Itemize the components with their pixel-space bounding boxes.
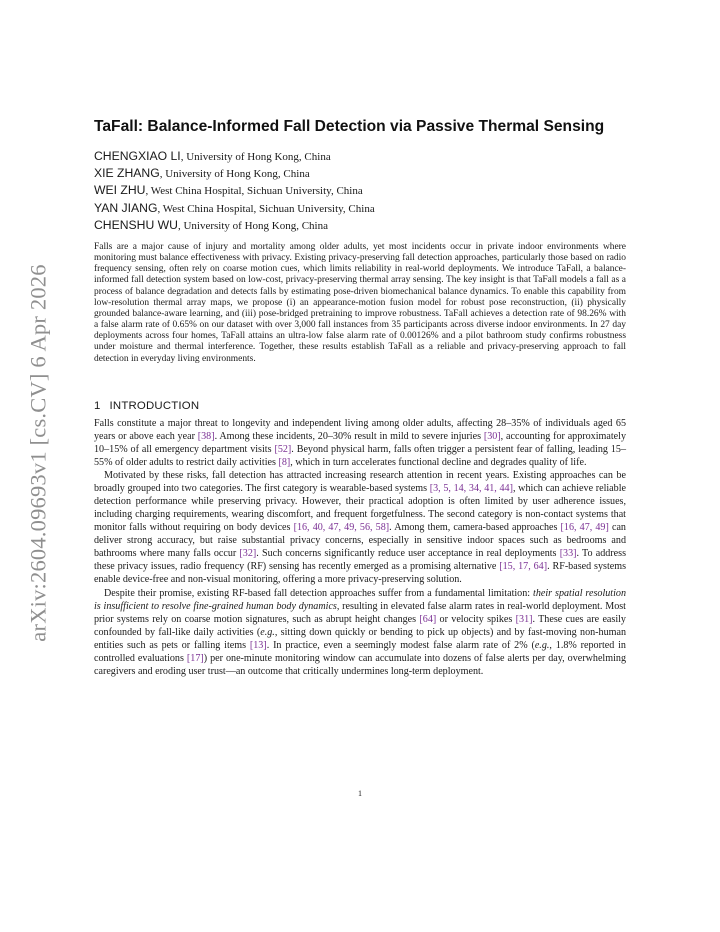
paragraph-text: . Beyond physical harm, falls often trigger a persistent fear of falling, leading 15–55% of older adults to restrict daily activities <box>94 443 626 468</box>
paragraph-text: , sitting down quickly or bending to pick up objects) and by fast-moving non-human entities such as pets or falling items <box>94 626 626 651</box>
emphasized-text: e.g. <box>260 626 275 638</box>
paragraph-text: . In practice, even a seemingly modest false alarm rate of 2% ( <box>266 639 535 651</box>
arxiv-identifier <box>16 263 62 643</box>
section-heading <box>94 400 626 412</box>
emphasized-text: their spatial resolution is insufficient to resolve fine-grained human body dynamics <box>94 587 626 612</box>
citation-link[interactable]: [17] <box>186 652 204 664</box>
page-number: 1 <box>358 789 362 798</box>
paragraph-text: , resulting in elevated false alarm rates in real-world deployment. Most prior systems rely on coarse motion signatures, such as abrupt height changes <box>94 600 626 625</box>
author-name: XIE ZHANG <box>94 166 160 181</box>
paragraph-text: , which in turn accelerates functional decline and degrades quality of life. <box>290 456 587 468</box>
author-affiliation: , West China Hospital, Sichuan University, China <box>145 185 363 198</box>
paragraph-text: . Such concerns significantly reduce user acceptance in real deployments <box>256 548 560 560</box>
citation-link[interactable]: [13] <box>249 639 267 651</box>
paragraph-text: . These cues are easily confounded by fall-like daily activities ( <box>94 613 626 638</box>
author-name: WEI ZHU <box>94 183 146 198</box>
author-affiliation: , University of Hong Kong, China <box>180 151 331 163</box>
author-affiliation: , University of Hong Kong, China <box>159 168 310 181</box>
paragraph-text: , which can achieve reliable detection performance while preserving privacy. However, their practical adoption is often limited by user adherence issues, including charging requirements, wearing discomfort, and frequent forgetfulness. The second category is non-contact systems that monitor falls without requiring on body devices <box>94 483 626 534</box>
paragraph-text: , accounting for approximately 10–15% of all emergency department visits <box>94 430 626 455</box>
author-entry <box>94 217 626 234</box>
arxiv-identifier-text: arXiv:2604.09693v1 [cs.CV] 6 Apr 2026 <box>26 264 51 642</box>
citation-link[interactable]: [3, 5, 14, 34, 41, 44] <box>429 483 513 495</box>
paragraph-text: Motivated by these risks, fall detection has attracted increasing research attention in recent years. Existing approaches can be broadly grouped into two categories. The first category is wearable-based systems <box>94 469 626 495</box>
citation-link[interactable]: [52] <box>274 443 292 455</box>
abstract-text: Falls are a major cause of injury and mortality among older adults, yet most incidents occur in private indoor environments where monitoring must balance effectiveness with privacy. Existing privacy-preserving fall detection approaches, particularly those based on radio frequency sensing, often rely on coarse motion cues, which limits reliability in real-world deployments. We introduce TaFall, a balance-informed fall detection system based on low-cost, privacy-preserving thermal array sensing. The key insight is that TaFall models a fall as a process of balance degradation and detects falls by estimating pose-driven biomechanical balance dynamics. To enable this capability from low-resolution thermal array maps, we propose (i) an appearance-motion fusion model for robust pose reconstruction, (ii) physically grounded balance-aware learning, and (iii) pose-bridged pretraining to improve robustness. TaFall achieves a detection rate of 98.26% with a false alarm rate of 0.65% on our dataset with over 3,000 fall instances from 35 participants across diverse indoor environments. In 27 day deployments across four homes, TaFall attains an ultra-low false alarm rate of 0.00126% and a pilot bathroom study confirms robustness under moisture and thermal interference. Together, these results establish TaFall as a reliable and privacy-preserving approach to fall detection in everyday living environments. <box>94 242 626 364</box>
section-number: 1 <box>94 399 101 412</box>
paragraph-text: . To address these privacy issues, radio frequency (RF) sensing has recently emerged as a promising alternative <box>94 548 627 573</box>
author-name: YAN JIANG <box>94 200 158 215</box>
paragraph-text: Falls constitute a major threat to longevity and independent living among older adults, affecting 28–35% of individuals aged 65 years or above each year <box>94 417 626 442</box>
author-affiliation: , University of Hong Kong, China <box>177 219 328 232</box>
citation-link[interactable]: [16, 40, 47, 49, 56, 58] <box>293 522 390 534</box>
author-entry <box>94 165 626 182</box>
section-title: INTRODUCTION <box>109 399 200 412</box>
author-entry <box>94 148 626 165</box>
paragraph-text: . RF-based systems enable device-free and non-visual monitoring, offering a more privacy-preserving solution. <box>94 561 627 586</box>
paragraph-text: or velocity spikes <box>436 613 516 625</box>
abstract <box>94 242 626 365</box>
paragraph-text: ) per one-minute monitoring window can accumulate into dozens of false alerts per day, overwhelming caregivers and eroding user trust—an outcome that critically undermines long-term deployment. <box>94 652 626 677</box>
author-entry <box>94 200 626 217</box>
citation-link[interactable]: [15, 17, 64] <box>499 561 548 573</box>
citation-link[interactable]: [30] <box>483 430 501 442</box>
author-name: CHENGXIAO LI <box>94 149 181 163</box>
paragraph-text: can deliver strong accuracy, but raise substantial privacy concerns, especially in sensitive indoor spaces such as bedrooms and bathrooms where many falls occur <box>94 522 626 560</box>
paragraph-text: Despite their promise, existing RF-based fall detection approaches suffer from a fundamental limitation: <box>104 587 534 599</box>
paper-page <box>94 118 626 678</box>
paragraph-text: . Among them, camera-based approaches <box>389 522 561 534</box>
author-entry <box>94 182 626 199</box>
body-paragraph <box>94 587 626 678</box>
paragraph-text: . Among these incidents, 20–30% result in mild to severe injuries <box>214 430 484 442</box>
author-name: CHENSHU WU <box>94 217 178 232</box>
citation-link[interactable]: [38] <box>197 430 215 442</box>
author-affiliation: , West China Hospital, Sichuan University, China <box>157 202 375 215</box>
citation-link[interactable]: [33] <box>559 548 577 560</box>
citation-link[interactable]: [64] <box>419 613 437 625</box>
body-paragraph <box>94 417 626 469</box>
citation-link[interactable]: [16, 47, 49] <box>560 522 609 534</box>
emphasized-text: e.g. <box>534 639 550 651</box>
introduction-body <box>94 417 626 678</box>
citation-link[interactable]: [8] <box>278 456 291 468</box>
body-paragraph <box>94 469 626 587</box>
citation-link[interactable]: [31] <box>515 613 533 625</box>
citation-link[interactable]: [32] <box>239 548 257 560</box>
paragraph-text: , 1.8% reported in controlled evaluations <box>94 639 626 664</box>
author-list <box>94 148 626 234</box>
paper-title: TaFall: Balance-Informed Fall Detection via Passive Thermal Sensing <box>94 118 605 135</box>
